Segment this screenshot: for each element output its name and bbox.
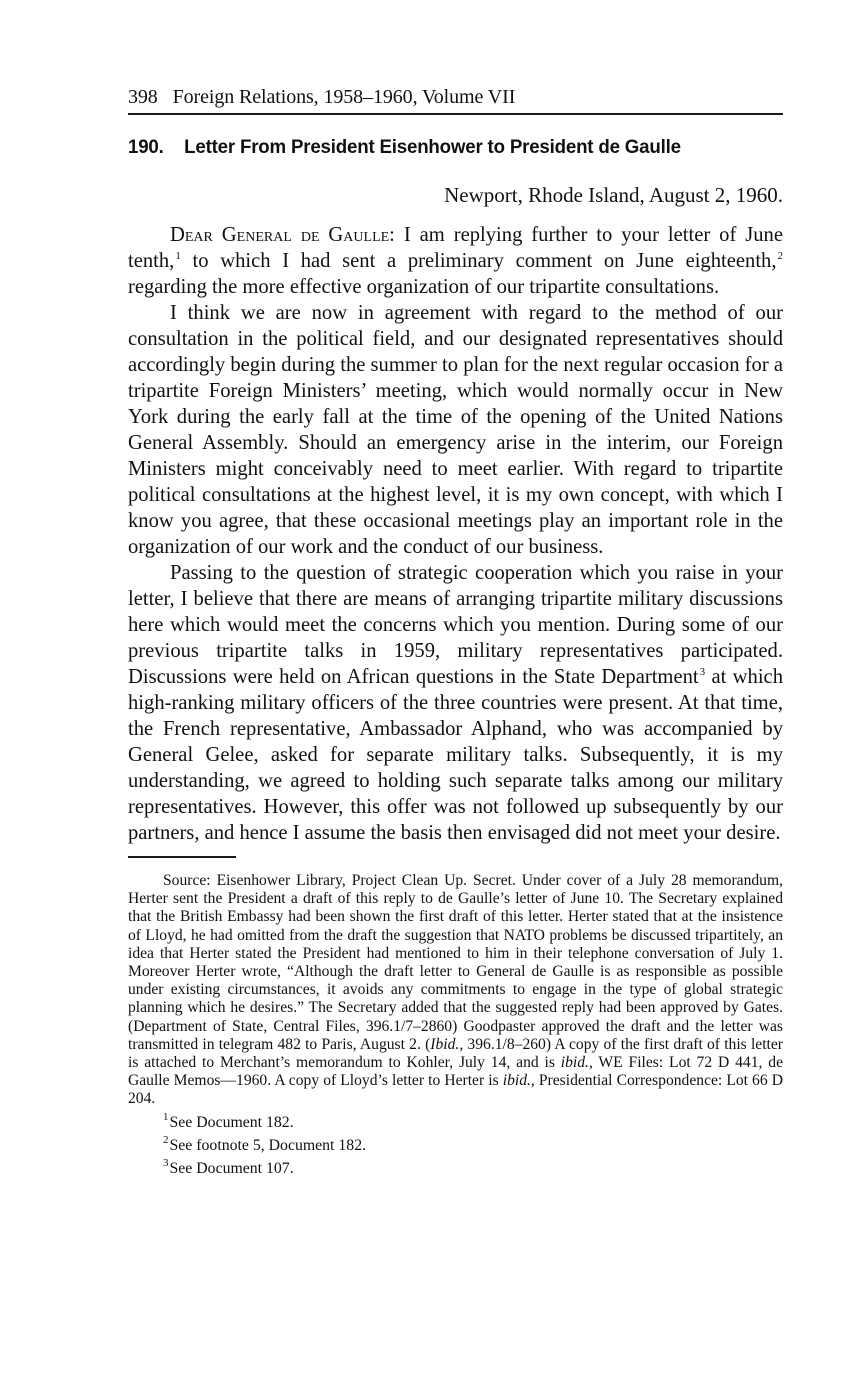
footnote-divider [128,856,236,858]
footnote-ref-1[interactable]: 1 [175,250,181,262]
footnote-ref-3[interactable]: 3 [699,666,706,678]
document-page [128,84,783,1179]
page-number: 398 [128,86,158,108]
volume-title: Foreign Relations, 1958–1960, Volume VII [172,86,516,108]
paragraph-1: Dear General de Gaulle: I am replying further to your letter of June tenth,$^1$ to which I had sent a preliminary comment on June eighteenth,$^2$ regarding the more effective organization of our tripartite consultations. [128,224,783,298]
document-number: 190. [128,137,164,158]
footnote-3: $^3$See Document 107. [163,1156,294,1177]
running-head [128,84,783,115]
footnotes [128,872,783,1179]
footnote-1: $^1$See Document 182. [163,1110,294,1131]
footnote-number: 3 [163,1156,169,1169]
paragraph-3: Passing to the question of strategic cooperation which you raise in your letter, I believe that there are means of arranging tripartite military discussions here which would meet the concerns which you mention. During some of our previous tripartite talks in 1959, military representatives participated. Discussions were held on African questions in the State Department$^3$ at which high-ranking military officers of the three countries were present. At that time, the French representative, Ambassador Alphand, who was accompanied by General Gelee, asked for separate military talks. Subsequently, it is my understanding, we agreed to holding such separate talks among our military representatives. However, this offer was not followed up subsequently by our partners, and hence I assume the basis then envisaged did not meet your desire. [128,562,783,844]
footnote-2: $^2$See footnote 5, Document 182. [163,1133,367,1154]
document-heading [128,135,773,161]
document-title: Letter From President Eisenhower to President de Gaulle [184,137,681,158]
salutation: Dear General de Gaulle: [170,224,395,246]
dateline: Newport, Rhode Island, August 2, 1960. [444,183,783,207]
paragraph-2: I think we are now in agreement with regard to the method of our consultation in the political field, and our designated representatives should accordingly begin during the summer to plan for the next regular occasion for a tripartite Foreign Ministers’ meeting, which would normally occur in New York during the early fall at the time of the opening of the United Nations General Assembly. Should an emergency arise in the interim, our Foreign Ministers might conceivably need to meet earlier. With regard to tripartite political consultations at the highest level, it is my own concept, with which I know you agree, that these occasional meetings play an important role in the organization of our work and the conduct of our business. [128,302,783,558]
letter-body [128,222,783,846]
source-note: Source: Eisenhower Library, Project Clean Up. Secret. Under cover of a July 28 memorandum, Herter sent the President a draft of this reply to de Gaulle’s letter of June 10. The Secretary explained that the British Embassy had been shown the first draft of this letter. Herter stated that at the insistence of Lloyd, he had omitted from the draft the suggestion that NATO problems be discussed tripartitely, an idea that Herter stated the President had mentioned to him in their telephone conversation of July 1. Moreover Herter wrote, “Although the draft letter to General de Gaulle is as responsible as possible under existing circumstances, it avoids any commitments to engage in the type of global strategic planning which he desires.” The Secretary added that the suggested reply had been approved by Gates. (Department of State, Central Files, 396.1/7–2860) Goodpaster approved the draft and the letter was transmitted in telegram 482 to Paris, August 2. (Ibid., 396.1/8–260) A copy of the first draft of this letter is attached to Merchant’s memorandum to Kohler, July 14, and is ibid., WE Files: Lot 72 D 441, de Gaulle Memos—1960. A copy of Lloyd’s letter to Herter is ibid., Presidential Correspondence: Lot 66 D 204. [128,872,783,1108]
footnote-number: 1 [163,1110,169,1123]
footnote-ref-2[interactable]: 2 [777,250,783,262]
footnote-number: 2 [163,1133,169,1146]
